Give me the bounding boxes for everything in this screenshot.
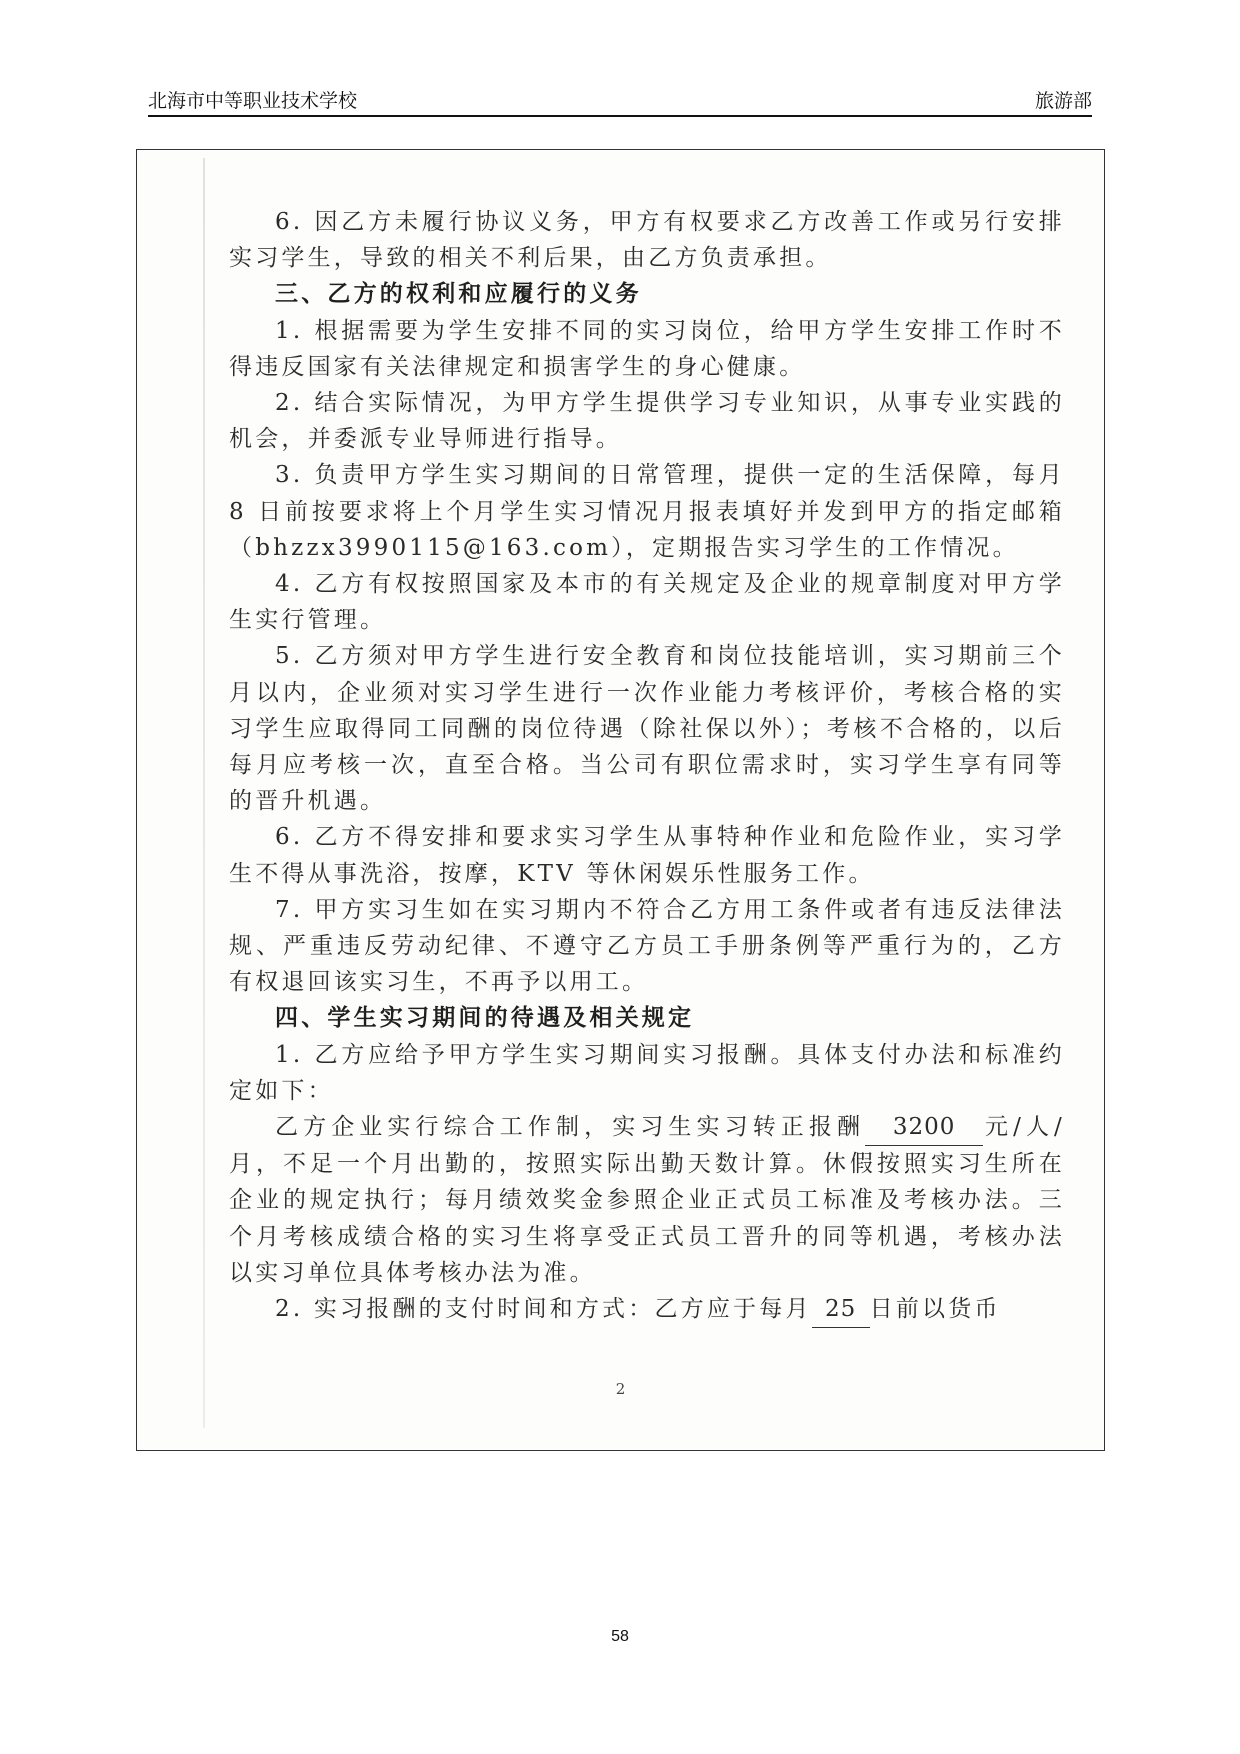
agreement-body xyxy=(229,204,1065,1328)
clause-paragraph: 6. 乙方不得安排和要求实习学生从事特种作业和危险作业，实习学生不得从事洗浴，按摩，KTV 等休闲娱乐性服务工作。 xyxy=(229,824,1065,887)
footer-page-number: 58 xyxy=(611,1628,629,1645)
clause-paragraph: 5. 乙方须对甲方学生进行安全教育和岗位技能培训，实习期前三个月以内，企业须对实习学生进行一次作业能力考核评价，考核合格的实习学生应取得同工同酬的岗位待遇（除社保以外）；考核不合格的，以后每月应考核一次，直至合格。当公司有职位需求时，实习学生享有同等的晋升机遇。 xyxy=(229,643,1065,815)
header-divider xyxy=(148,115,1092,117)
school-name: 北海市中等职业技术学校 xyxy=(148,90,358,112)
clause-paragraph: 6. 因乙方未履行协议义务，甲方有权要求乙方改善工作或另行安排实习学生，导致的相关不利后果，由乙方负责承担。 xyxy=(229,209,1065,272)
page-header xyxy=(148,86,1092,116)
clause-paragraph: 3. 负责甲方学生实习期间的日常管理，提供一定的生活保障，每月 8 日前按要求将上个月学生实习情况月报表填好并发到甲方的指定邮箱（bhzzx3990115@163.com），定期报告实习学生的工作情况。 xyxy=(229,462,1065,561)
payment-paragraph xyxy=(229,1291,1065,1328)
scanned-page xyxy=(136,149,1105,1451)
salary-amount-field: 3200 xyxy=(865,1109,983,1146)
scan-binding-edge xyxy=(203,158,205,1428)
clause-paragraph: 2. 结合实际情况，为甲方学生提供学习专业知识，从事专业实践的机会，并委派专业导师进行指导。 xyxy=(229,390,1065,453)
department-name: 旅游部 xyxy=(1034,90,1092,112)
clause-paragraph: 4. 乙方有权按照国家及本市的有关规定及企业的规章制度对甲方学生实行管理。 xyxy=(229,571,1065,634)
salary-text-after: 元/人/月，不足一个月出勤的，按照实际出勤天数计算。休假按照实习生所在企业的规定执行；每月绩效奖金参照企业正式员工标准及考核办法。三个月考核成绩合格的实习生将享受正式员工晋升的同等机遇，考核办法以实习单位具体考核办法为准。 xyxy=(229,1114,1065,1286)
clause-paragraph: 1. 乙方应给予甲方学生实习期间实习报酬。具体支付办法和标准约定如下： xyxy=(229,1041,1065,1104)
section-heading: 四、学生实习期间的待遇及相关规定 xyxy=(275,1004,695,1032)
payment-text-after: 日前以货币 xyxy=(869,1296,1001,1323)
clause-paragraph: 1. 根据需要为学生安排不同的实习岗位，给甲方学生安排工作时不得违反国家有关法律规定和损害学生的身心健康。 xyxy=(229,317,1065,380)
paragraph-list xyxy=(229,204,1065,1109)
scan-page-number: 2 xyxy=(615,1380,626,1398)
salary-paragraph xyxy=(229,1109,1065,1291)
payment-text-before: 2. 实习报酬的支付时间和方式：乙方应于每月 xyxy=(275,1296,812,1323)
salary-text-before: 乙方企业实行综合工作制，实习生实习转正报酬 xyxy=(275,1114,866,1141)
section-heading: 三、乙方的权利和应履行的义务 xyxy=(275,280,642,308)
payment-day-field: 25 xyxy=(812,1291,870,1328)
clause-paragraph: 7. 甲方实习生如在实习期内不符合乙方用工条件或者有违反法律法规、严重违反劳动纪律、不遵守乙方员工手册条例等严重行为的，乙方有权退回该实习生，不再予以用工。 xyxy=(229,896,1065,996)
